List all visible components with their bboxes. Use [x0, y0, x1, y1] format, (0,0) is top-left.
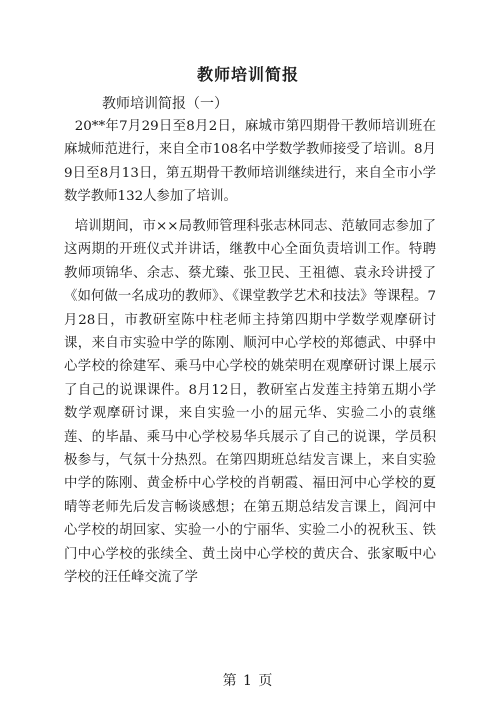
paragraph-2: 培训期间，市××局教师管理科张志林同志、范敏同志参加了这两期的开班仪式并讲话，继教中心全面负责培训工作。特聘教师项锦华、余志、蔡尤臻、张卫民、王祖德、袁永玲讲授了《如何做一名成功的教师》、《课堂教学艺术和技法》等课程。7月28日，市教研室陈中柱老师主持第四期中学数学观摩研讨课，来自市实验中学的陈刚、顺河中心学校的郑德武、中驿中心学校的徐建军、乘马中心学校的姚荣明在观摩研讨课上展示了自己的说课课件。8月12日，教研室占发莲主持第五期小学数学观摩研讨课，来自实验一小的屈元华、实验二小的袁继莲、的毕晶、乘马中心学校易华兵展示了自己的说课，学员积极参与，气氛十分热烈。在第四期班总结发言课上，来自实验中学的陈刚、黄金桥中心学校的肖朝霞、福田河中心学校的夏晴等老师先后发言畅谈感想；在第五期总结发言课上，阎河中心学校的胡回家、实验一小的宁丽华、实验二小的祝秋玉、铁门中心学校的张续全、黄土岗中心学校的黄庆合、张家畈中心学校的汪任峰交流了学 [64, 219, 436, 586]
document-title: 教师培训简报 [196, 65, 299, 84]
document-subtitle: 教师培训简报（一） [102, 96, 228, 112]
page-number: 第 1 页 [222, 673, 274, 689]
paragraph-1: 20**年7月29日至8月2日，麻城市第四期骨干教师培训班在麻城师范进行，来自全市108名中学数学教师接受了培训。8月9日至8月13日，第五期骨干教师培训继续进行，来自全市小学数学教师132人参加了培训。 [64, 119, 436, 205]
